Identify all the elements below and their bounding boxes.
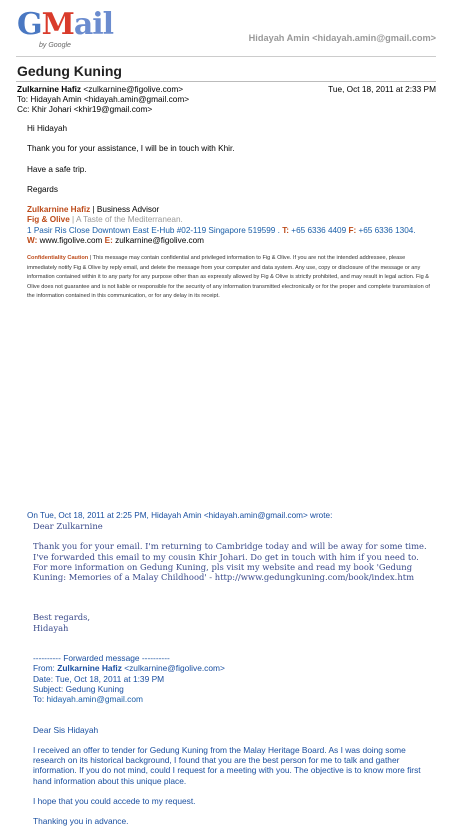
fwd-from-name: Zulkarnine Hafiz xyxy=(57,663,122,674)
sig-phone-label: T: xyxy=(282,225,290,235)
quote-attribution: On Tue, Oct 18, 2011 at 2:25 PM, Hidayah Amin <hidayah.amin@gmail.com> wrote: xyxy=(27,511,333,520)
body-line-1: Thank you for your assistance, I will be in touch with Khir. xyxy=(27,144,235,154)
quote-dear: Dear Zulkarnine xyxy=(33,521,103,531)
gmail-logo xyxy=(17,7,114,52)
fwd-to-label: To: xyxy=(33,694,45,705)
logo-g: G xyxy=(17,7,42,42)
logo-wordmark xyxy=(17,8,113,42)
page-title: Gedung Kuning xyxy=(17,63,122,79)
fwd-p3: Thanking you in advance. xyxy=(33,816,129,827)
fwd-p1: I received an offer to tender for Gedung Kuning from the Malay Heritage Board. As I was doing some research on its historical background, I found that you are the best person for me to talk and gather information. If you do not mind, could I request for a meeting with you. The objective is to know more first hand information about this unique place. xyxy=(33,744,421,786)
fwd-from-line xyxy=(33,663,434,673)
sig-line-2 xyxy=(27,215,436,225)
logo-rest: ail xyxy=(73,7,114,42)
fwd-to-line xyxy=(33,694,434,704)
fwd-dear: Dear Sis Hidayah xyxy=(33,724,99,735)
quote-name: Hidayah xyxy=(33,622,69,633)
sig-tagline: | A Taste of the Mediterranean. xyxy=(72,215,183,225)
confidentiality-disclaimer xyxy=(27,254,436,301)
disclaimer-text: | This message may contain confidential and privileged information to Fig & Olive. If you are not the intended addressee, please immediately notify Fig & Olive by reply email, and delete the message from your computer and data system. Any use, copy or disclosure of the message or any information contained within it to any party for any purpose other than as expressly allowed by Fig & Olive is strictly prohibited, and may result in legal action. Fig & Olive does not guarantee and is not liable or responsible for the security of any information transmitted electronically or for the proper and complete transmission of the information contained in this communication, or for any delay in its receipt. xyxy=(27,255,430,299)
to-line: To: Hidayah Amin <hidayah.amin@gmail.com> xyxy=(17,94,190,105)
sig-line-3 xyxy=(27,226,436,236)
sig-email-label: E: xyxy=(104,236,113,246)
sig-fax: +65 6336 1304. xyxy=(358,225,416,235)
sig-web-label: W: xyxy=(27,236,38,246)
sig-fax-label: F: xyxy=(348,225,357,235)
sender-email: <zulkarnine@figolive.com> xyxy=(83,84,184,94)
regards: Regards xyxy=(27,184,58,194)
disclaimer-title: Confidentiality Caution xyxy=(27,255,89,262)
header-divider xyxy=(16,56,436,57)
fwd-from-label: From: xyxy=(33,663,55,674)
sig-name: Zulkarnine Hafiz xyxy=(27,205,91,215)
subject-divider xyxy=(16,81,436,82)
quoted-message xyxy=(33,521,434,827)
sig-company: Fig & Olive xyxy=(27,215,70,225)
account-label: Hidayah Amin <hidayah.amin@gmail.com> xyxy=(248,33,436,43)
quote-p2: I've forwarded this email to my cousin Khir Johari. Do get in touch with him if you need to. xyxy=(33,551,419,562)
fwd-from-email: <zulkarnine@figolive.com> xyxy=(124,663,225,674)
fwd-to-email[interactable]: hidayah.amin@gmail.com xyxy=(46,694,143,705)
sig-line-1 xyxy=(27,205,436,215)
header xyxy=(0,0,452,56)
greeting: Hi Hidayah xyxy=(27,124,68,133)
message-body xyxy=(27,124,436,301)
sig-line-4 xyxy=(27,236,436,246)
sig-title: | Business Advisor xyxy=(92,205,160,215)
sender-name: Zulkarnine Hafiz xyxy=(17,84,82,94)
logo-subtitle: by Google xyxy=(39,42,71,49)
body-line-2: Have a safe trip. xyxy=(27,164,87,174)
sig-phone[interactable]: +65 6336 4409 xyxy=(291,225,347,235)
sig-email[interactable]: zulkarnine@figolive.com xyxy=(115,236,204,246)
logo-m: M xyxy=(41,7,74,42)
fwd-subject: Subject: Gedung Kuning xyxy=(33,683,124,694)
forward-separator: ---------- Forwarded message ---------- xyxy=(33,653,170,664)
message-date: Tue, Oct 18, 2011 at 2:33 PM xyxy=(328,84,436,94)
sig-address: 1 Pasir Ris Close Downtown East E-Hub #02-119 Singapore 519599 . xyxy=(27,225,280,235)
quote-p3: For more information on Gedung Kuning, pls visit my website and read my book 'Gedung Kuning: Memories of a Malay Childhood' - http://www.gedungkuning.com/book/index.htm xyxy=(33,561,415,583)
fwd-date: Date: Tue, Oct 18, 2011 at 1:39 PM xyxy=(33,673,165,684)
quote-best: Best regards, xyxy=(33,612,91,623)
fwd-p2: I hope that you could accede to my request. xyxy=(33,796,196,807)
signature xyxy=(27,205,436,246)
quote-p1: Thank you for your email. I'm returning to Cambridge today and will be away for some time. xyxy=(33,541,427,552)
message-meta xyxy=(17,84,436,115)
cc-line: Cc: Khir Johari <khir19@gmail.com> xyxy=(17,104,153,115)
sig-website[interactable]: www.figolive.com xyxy=(39,236,103,246)
